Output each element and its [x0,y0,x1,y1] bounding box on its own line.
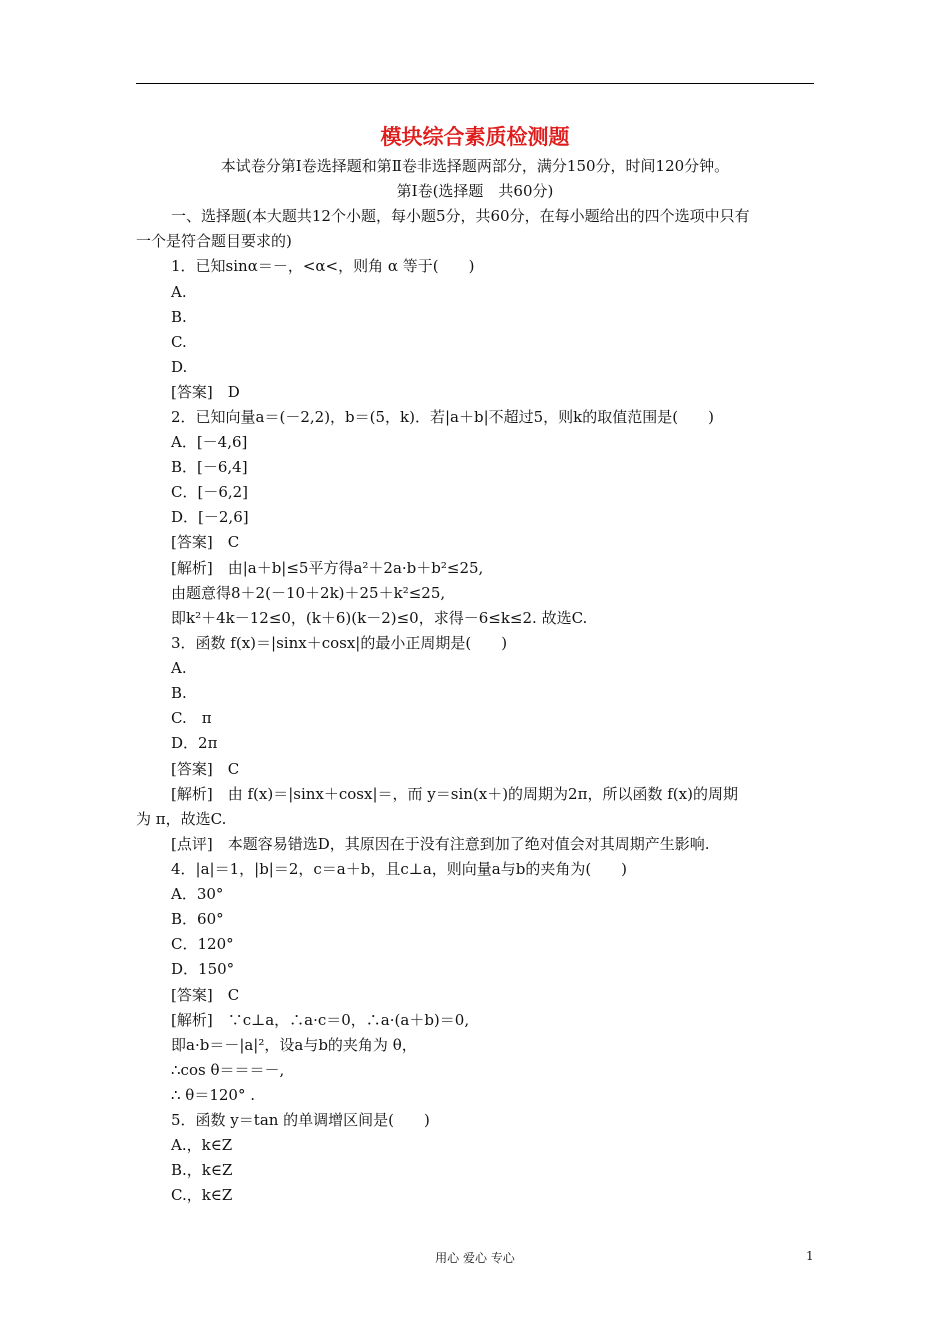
analysis-line: 即k²＋4k－12≤0，(k＋6)(k－2)≤0，求得－6≤k≤2. 故选C. [171,609,588,627]
analysis-line: [解析] 由 f(x)＝|sinx＋cosx|＝，而 y＝sin(x＋)的周期为2π，所以函数 f(x)的周期 [171,785,738,803]
option-line: C．[－6,2] [171,483,249,501]
option-line: C. π [171,709,212,727]
option-line: C.，k∈Z [171,1186,233,1204]
comment-line: [点评] 本题容易错选D，其原因在于没有注意到加了绝对值会对其周期产生影响. [171,835,710,853]
option-line: A. [171,659,187,677]
option-line: A.，k∈Z [171,1136,233,1154]
header-rule [136,83,814,84]
option-line: B．60° [171,910,224,928]
page-number: 1 [806,1249,814,1263]
option-line: B. [171,308,187,326]
option-line: C．120° [171,935,234,953]
part-instructions: 一、选择题(本大题共12个小题，每小题5分，共60分，在每小题给出的四个选项中只有 [171,207,750,225]
option-line: D. [171,358,188,376]
document-title: 模块综合素质检测题 [380,125,570,149]
analysis-line: ∴cos θ＝＝＝－, [171,1061,285,1079]
exam-intro: 本试卷分第Ⅰ卷选择题和第Ⅱ卷非选择题两部分，满分150分，时间120分钟。 [220,157,730,175]
analysis-line: 由题意得8＋2(－10＋2k)＋25＋k²≤25, [171,584,446,602]
question-5: 5．函数 y＝tan 的单调增区间是( ) [171,1111,430,1129]
answer-line: [答案] C [171,533,240,551]
option-line: B. [171,684,187,702]
question-4: 4．|a|＝1，|b|＝2，c＝a＋b，且c⊥a，则向量a与b的夹角为( ) [171,860,628,878]
option-line: D．2π [171,734,218,752]
question-2: 2．已知向量a＝(－2,2)，b＝(5，k)．若|a＋b|不超过5，则k的取值范围是( ) [171,408,714,426]
analysis-line: [解析] ∵c⊥a，∴a·c＝0，∴a·(a＋b)＝0, [171,1011,470,1029]
answer-line: [答案] C [171,760,240,778]
option-line: A．30° [171,885,224,903]
question-3: 3．函数 f(x)＝|sinx＋cosx|的最小正周期是( ) [171,634,508,652]
option-line: B.，k∈Z [171,1161,233,1179]
option-line: C. [171,333,187,351]
option-line: A. [171,283,187,301]
option-line: B．[－6,4] [171,458,248,476]
option-line: D．150° [171,960,235,978]
answer-line: [答案] D [171,383,240,401]
analysis-line: [解析] 由|a＋b|≤5平方得a²＋2a·b＋b²≤25, [171,559,484,577]
footer-slogan: 用心 爱心 专心 [435,1251,515,1265]
part-instructions-cont: 一个是符合题目要求的) [136,232,292,250]
answer-line: [答案] C [171,986,240,1004]
question-1: 1．已知sinα＝－，<α<，则角 α 等于( ) [171,257,475,275]
analysis-line: ∴ θ＝120° . [171,1086,256,1104]
section-heading: 第Ⅰ卷(选择题 共60分) [396,182,554,200]
option-line: A．[－4,6] [171,433,248,451]
option-line: D．[－2,6] [171,508,249,526]
analysis-line: 为 π，故选C. [136,810,227,828]
analysis-line: 即a·b＝－|a|²，设a与b的夹角为 θ， [171,1036,417,1054]
